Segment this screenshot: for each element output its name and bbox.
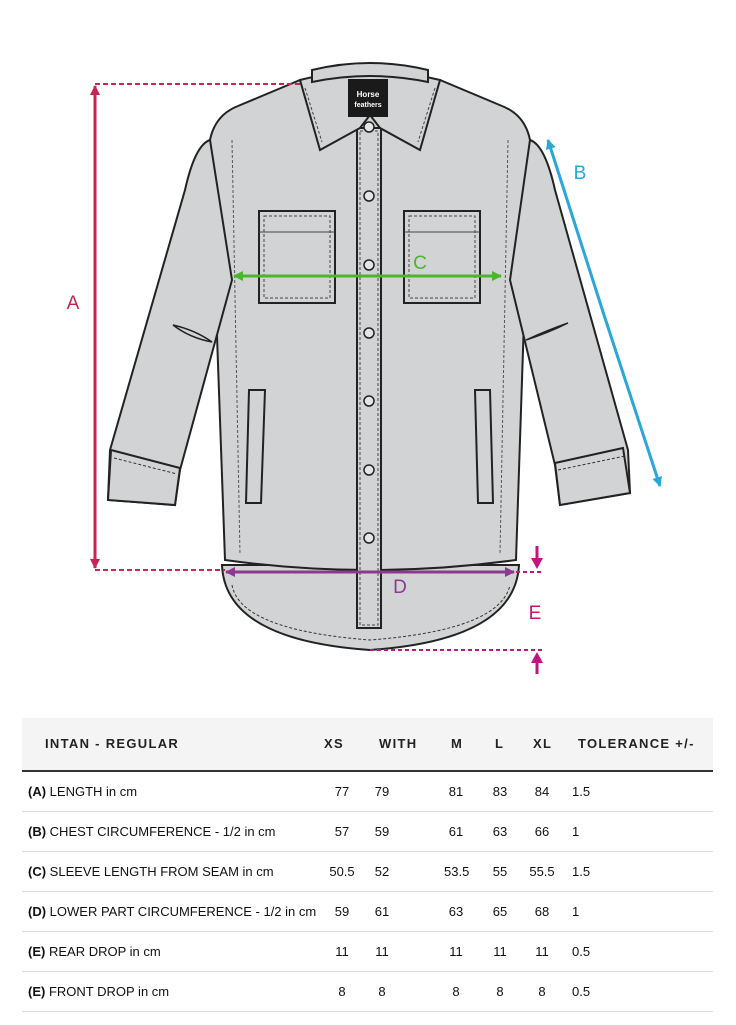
table-row xyxy=(22,852,713,892)
cell-xl: 66 xyxy=(534,824,550,839)
cell-tolerance: 1 xyxy=(572,824,580,839)
row-code: (A) xyxy=(28,784,47,799)
cell-m: 61 xyxy=(448,824,464,839)
row-label: LENGTH in cm xyxy=(49,784,138,799)
cell-with: 11 xyxy=(375,944,389,959)
dimension-d-label: D xyxy=(393,577,407,598)
brand-label-bottom: feathers xyxy=(354,102,382,109)
left-welt-pocket xyxy=(246,390,265,503)
header-with: WITH xyxy=(379,736,418,751)
button-placket xyxy=(357,128,381,628)
table-row xyxy=(22,892,713,932)
cell-with: 59 xyxy=(374,824,390,839)
row-code: (B) xyxy=(28,824,47,839)
table-row xyxy=(22,812,713,852)
cell-tolerance: 0.5 xyxy=(572,944,591,959)
cell-xl: 8 xyxy=(538,984,546,999)
cell-xs: 8 xyxy=(338,984,346,999)
header-product: INTAN - REGULAR xyxy=(45,736,180,751)
cell-xs: 11 xyxy=(335,944,349,959)
cell-with: 61 xyxy=(374,904,390,919)
row-label: REAR DROP in cm xyxy=(48,944,161,959)
cell-with: 52 xyxy=(374,864,390,879)
header-xs: XS xyxy=(324,736,344,751)
cell-m: 81 xyxy=(448,784,464,799)
cell-tolerance: 1.5 xyxy=(572,784,591,799)
cell-tolerance: 1 xyxy=(572,904,580,919)
dimension-a-label: A xyxy=(66,293,80,314)
table-row xyxy=(22,932,713,972)
cell-tolerance: 0.5 xyxy=(572,984,591,999)
cell-m: 8 xyxy=(452,984,460,999)
cell-l: 63 xyxy=(492,824,508,839)
cell-with: 79 xyxy=(374,784,390,799)
left-sleeve xyxy=(108,140,232,505)
header-tolerance: TOLERANCE +/- xyxy=(578,736,695,751)
cell-l: 11 xyxy=(493,944,507,959)
cell-xs: 50.5 xyxy=(329,864,355,879)
cell-l: 65 xyxy=(492,904,508,919)
right-welt-pocket xyxy=(475,390,493,503)
row-code: (E) xyxy=(28,944,46,959)
cell-l: 83 xyxy=(492,784,508,799)
cell-xs: 77 xyxy=(334,784,350,799)
row-label: LOWER PART CIRCUMFERENCE - 1/2 in cm xyxy=(49,904,317,919)
cell-xl: 55.5 xyxy=(529,864,555,879)
row-code: (D) xyxy=(28,904,47,919)
row-label: CHEST CIRCUMFERENCE - 1/2 in cm xyxy=(49,824,276,839)
cell-l: 55 xyxy=(492,864,508,879)
cell-xl: 11 xyxy=(535,944,549,959)
cell-xs: 57 xyxy=(334,824,350,839)
cell-xs: 59 xyxy=(334,904,350,919)
row-label: SLEEVE LENGTH FROM SEAM in cm xyxy=(49,864,274,879)
cell-with: 8 xyxy=(378,984,386,999)
table-header xyxy=(22,718,713,772)
dimension-e-label: E xyxy=(528,603,542,624)
row-code: (E) xyxy=(28,984,46,999)
cell-m: 11 xyxy=(449,944,463,959)
cell-xl: 84 xyxy=(534,784,550,799)
table-row xyxy=(22,972,713,1012)
cell-xl: 68 xyxy=(534,904,550,919)
dimension-b-label: B xyxy=(573,163,587,184)
brand-label-top: Horse xyxy=(356,90,380,99)
cell-m: 53.5 xyxy=(444,864,470,879)
header-m: M xyxy=(451,736,464,751)
left-chest-pocket xyxy=(259,211,335,303)
header-xl: XL xyxy=(533,736,553,751)
size-chart-table xyxy=(22,718,713,1012)
cell-m: 63 xyxy=(448,904,464,919)
table-row xyxy=(22,772,713,812)
dimension-c-label: C xyxy=(413,253,427,274)
row-label: FRONT DROP in cm xyxy=(48,984,170,999)
row-code: (C) xyxy=(28,864,47,879)
cell-l: 8 xyxy=(496,984,504,999)
cell-tolerance: 1.5 xyxy=(572,864,591,879)
header-l: L xyxy=(495,736,505,751)
